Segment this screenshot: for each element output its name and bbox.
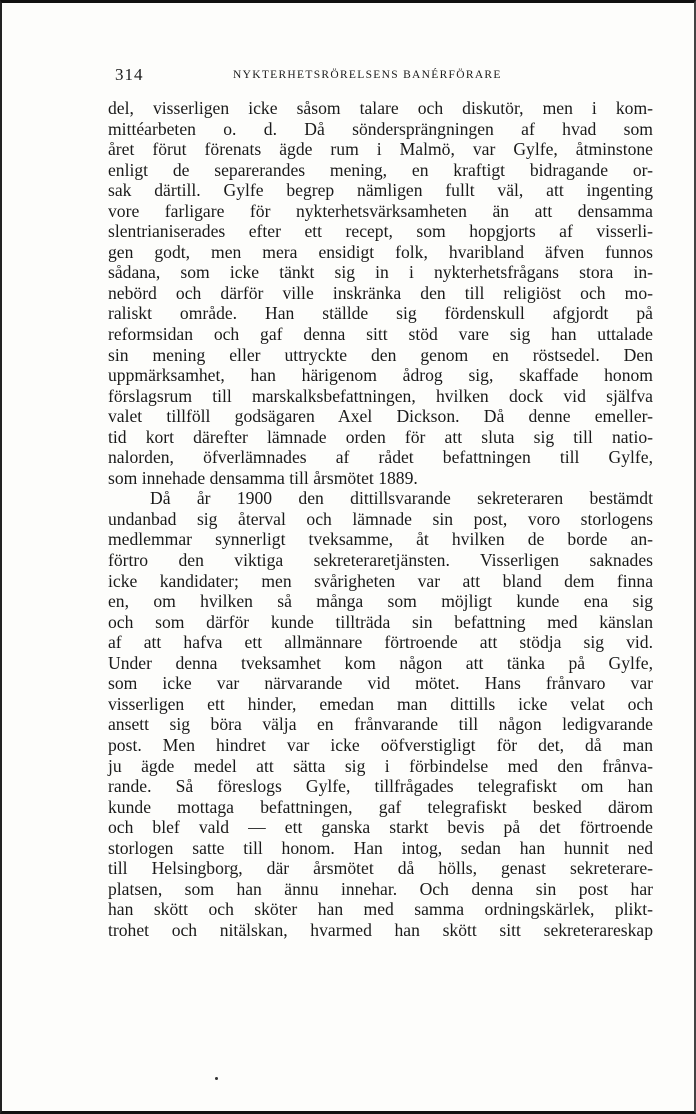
text-line: nebörd och därför ville inskränka den till religiöst och mo- (108, 282, 653, 303)
text-line: gen godt, men mera ensidigt folk, hvaribland äfven funnos (108, 241, 653, 262)
text-line: del, visserligen icke såsom talare och diskutör, men i kom- (108, 98, 653, 118)
text-line: som icke var närvarande vid mötet. Hans frånvaro var (108, 673, 653, 694)
text-line: undanbad sig återval och lämnade sin post, voro storlogens (108, 508, 653, 529)
text-line: reformsidan och gaf denna sitt stöd vare sig han uttalade (108, 324, 653, 345)
text-line: och som därför kunde tillträda sin befattning med känslan (108, 611, 653, 632)
text-line: Under denna tveksamhet kom någon att tänka på Gylfe, (108, 652, 653, 673)
text-line: nalorden, öfverlämnades af rådet befattningen till Gylfe, (108, 447, 653, 468)
paragraph (108, 488, 653, 940)
paragraph (108, 98, 653, 488)
text-line: året förut förenats ägde rum i Malmö, var Gylfe, åtminstone (108, 139, 653, 160)
text-line: medlemmar synnerligt tveksamme, åt hvilken de borde an- (108, 529, 653, 550)
text-line: tid kort därefter lämnade orden för att sluta sig till natio- (108, 426, 653, 447)
text-line: slentrianiserades efter ett recept, som hopgjorts af visserli- (108, 221, 653, 242)
text-line: storlogen satte till honom. Han intog, sedan han hunnit ned (108, 837, 653, 858)
text-line: Då år 1900 den dittillsvarande sekreteraren bestämdt (150, 488, 653, 509)
text-line: trohet och nitälskan, hvarmed han skött sitt sekreterareskap (108, 919, 653, 940)
text-line: till Helsingborg, där årsmötet då hölls, genast sekreterare- (108, 858, 653, 879)
page-number: 314 (115, 65, 144, 84)
text-line: en, om hvilken så många som möjligt kunde ena sig (108, 591, 653, 612)
text-line: förslagsrum till marskalksbefattningen, hvilken dock vid själfva (108, 385, 653, 406)
text-line: sin mening eller uttryckte den genom en röstsedel. Den (108, 344, 653, 365)
text-line: förtro den viktiga sekreteraretjänsten. Visserligen saknades (108, 550, 653, 571)
text-line: ansett sig böra välja en frånvarande till någon ledigvarande (108, 714, 653, 735)
text-line: och blef vald — ett ganska starkt bevis på det förtroende (108, 817, 653, 838)
text-line: icke kandidater; men svårigheten var att bland dem finna (108, 570, 653, 591)
text-line: som innehade densamma till årsmötet 1889. (108, 467, 418, 488)
text-line: vore farligare för nykterhetsvärksamheten än att densamma (108, 200, 653, 221)
printing-speck (215, 1077, 218, 1080)
text-line: platsen, som han ännu innehar. Och denna sin post har (108, 878, 653, 899)
text-line: af att hafva ett allmännare förtroende att stödja sig vid. (108, 632, 653, 653)
text-line: uppmärksamhet, han härigenom ådrog sig, skaffade honom (108, 365, 653, 386)
page-header (115, 65, 653, 89)
text-line: rande. Så föreslogs Gylfe, tillfrågades telegrafiskt om han (108, 776, 653, 797)
running-head: NYKTERHETSRÖRELSENS BANÉRFÖRARE (233, 69, 502, 81)
text-line: valet tillföll godsägaren Axel Dickson. Då denne emeller- (108, 406, 653, 427)
text-line: sak därtill. Gylfe begrep nämligen fullt väl, att ingenting (108, 180, 653, 201)
text-line: visserligen ett hinder, emedan man dittills icke velat och (108, 693, 653, 714)
text-line: han skött och sköter han med samma ordningskärlek, plikt- (108, 899, 653, 920)
text-line: post. Men hindret var icke oöfverstigligt för det, då man (108, 734, 653, 755)
text-line: ju ägde medel att sätta sig i förbindelse med den frånva- (108, 755, 653, 776)
text-line: mittéarbeten o. d. Då söndersprängningen af hvad som (108, 118, 653, 139)
text-line: kunde mottaga befattningen, gaf telegrafiskt besked därom (108, 796, 653, 817)
text-line: enligt de separerandes mening, en kraftigt bidragande or- (108, 159, 653, 180)
text-line: raliskt område. Han ställde sig fördenskull afgjordt på (108, 303, 653, 324)
text-line: sådana, som icke tänkt sig in i nykterhetsfrågans stora in- (108, 262, 653, 283)
body-text (108, 98, 653, 940)
